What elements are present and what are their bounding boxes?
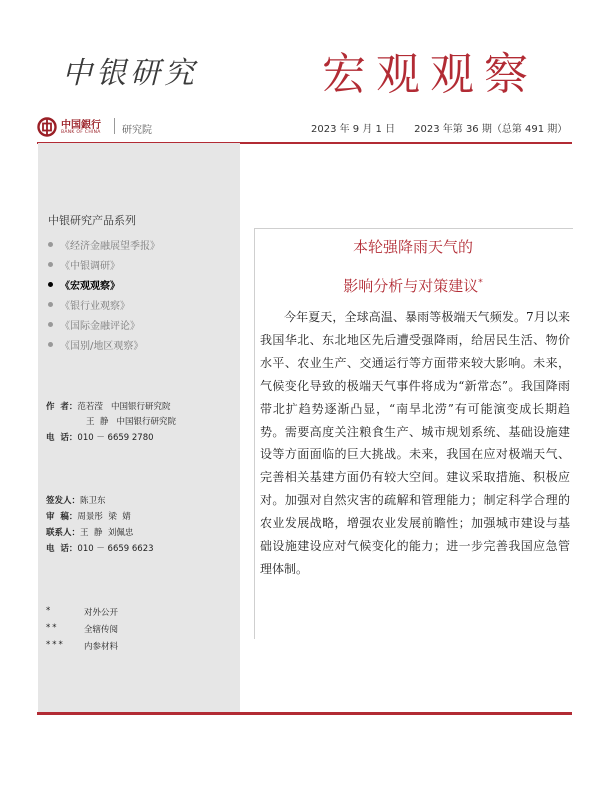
- bullet-icon: [48, 282, 53, 287]
- article-title-text: 影响分析与对策建议: [343, 277, 479, 295]
- series-label: 《国别/地区观察》: [60, 341, 144, 352]
- series-item[interactable]: [48, 317, 140, 332]
- classification-label: 内参材料: [84, 642, 119, 652]
- reviewer-label: 审 稿：: [46, 512, 78, 522]
- series-label: 《经济金融展望季报》: [60, 241, 160, 252]
- series-label: 《中银调研》: [60, 261, 120, 272]
- classification-label: 对外公开: [84, 608, 119, 618]
- series-label: 《宏观观察》: [60, 281, 120, 292]
- article-body: 今年夏天，全球高温、暴雨等极端天气频发。7月以来我国华北、东北地区先后遭受强降雨，给居民生活、物价水平、农业生产、交通运行等方面带来较大影响。未来，气候变化导致的极端天气事件将成为“新常态”。我国降雨带北扩趋势逐渐凸显，“南旱北涝”有可能演变成长期趋势。需要高度关注粮食生产、城市规划系统、基础设施建设等方面面临的巨大挑战。未来，我国在应对极端天气、完善相关基建方面仍有较大空间。建议采取措施、积极应对。加强对自然灾害的疏解和管理能力；制定科学合理的农业发展战略，增强农业发展前瞻性；加强城市建设与基础设施建设应对气候变化的能力；进一步完善我国应急管理体制。: [260, 310, 570, 576]
- author-label: 作 者：: [46, 402, 78, 412]
- author-phone: 010 － 6659 2780: [77, 433, 154, 443]
- publication-title: 宏观观察: [322, 49, 538, 100]
- phone-label: 电 话：: [46, 433, 78, 443]
- classification-row: [46, 623, 118, 635]
- bullet-icon: [48, 242, 53, 247]
- header-divider: [114, 118, 115, 134]
- contact-value: 王 静 刘佩忠: [80, 528, 134, 538]
- series-label: 《国际金融评论》: [60, 321, 140, 332]
- bullet-icon: [48, 322, 53, 327]
- classification-row: [46, 606, 118, 618]
- contact-label: 联系人：: [46, 528, 81, 538]
- contact-phone: 010 － 6659 6623: [77, 544, 154, 554]
- bullet-icon: [48, 342, 53, 347]
- classification-stars: *: [46, 606, 53, 616]
- footer-rule: [37, 712, 572, 715]
- article-title-line-2: [254, 275, 572, 296]
- author-2: 王 静 中国银行研究院: [86, 417, 177, 427]
- classification-stars: **: [46, 623, 59, 633]
- bank-of-china-logo-icon: [37, 117, 57, 137]
- series-item-active[interactable]: [48, 277, 120, 292]
- series-item[interactable]: [48, 297, 130, 312]
- contact-row: [46, 526, 133, 538]
- classification-stars: ***: [46, 640, 65, 650]
- reviewer-row: [46, 510, 131, 522]
- signer-value: 陈卫东: [80, 496, 106, 506]
- contact-phone-row: [46, 542, 154, 554]
- series-item[interactable]: [48, 337, 143, 352]
- reviewer-value: 周景彤 梁 婧: [77, 512, 131, 522]
- author-1: 范若滢 中国银行研究院: [77, 402, 171, 412]
- author-row-1: [46, 400, 171, 412]
- classification-label: 全辖传阅: [84, 625, 119, 635]
- phone-label: 电 话：: [46, 544, 78, 554]
- signer-label: 签发人：: [46, 496, 81, 506]
- article-title-line-1: 本轮强降雨天气的: [352, 238, 473, 256]
- footnote-mark: *: [478, 278, 483, 288]
- bank-name-en: BANK OF CHINA: [61, 130, 101, 135]
- series-item[interactable]: [48, 257, 120, 272]
- series-title: 中银研究产品系列: [48, 214, 136, 227]
- bank-name-cn: 中国銀行: [61, 120, 101, 131]
- issue-date: 2023 年 9 月 1 日 2023 年第 36 期（总第 491 期）: [311, 124, 568, 135]
- brand-script-logo: 中银研究: [62, 56, 198, 91]
- author-phone-row: [46, 431, 154, 443]
- series-label: 《银行业观察》: [60, 301, 130, 312]
- classification-row: [46, 640, 118, 652]
- series-item[interactable]: [48, 237, 160, 252]
- signer-row: [46, 494, 106, 506]
- institute-label: 研究院: [122, 125, 152, 136]
- bullet-icon: [48, 262, 53, 267]
- bullet-icon: [48, 302, 53, 307]
